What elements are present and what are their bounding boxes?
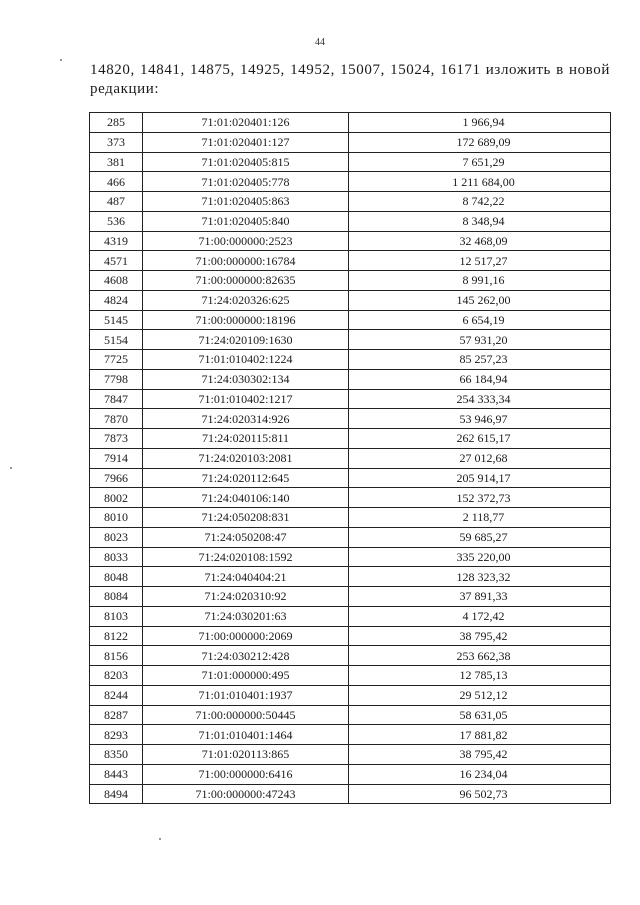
cadastral-number-cell: 71:00:000000:2523 [143, 231, 349, 251]
cadastral-number-cell: 71:00:000000:50445 [143, 705, 349, 725]
cadastral-number-cell: 71:24:030201:63 [143, 606, 349, 626]
cadastral-number-cell: 71:24:030212:428 [143, 646, 349, 666]
row-number-cell: 8103 [90, 606, 143, 626]
row-number-cell: 8010 [90, 508, 143, 528]
table-row [90, 113, 611, 133]
table-row [90, 330, 611, 350]
cadastral-number-cell: 71:24:020310:92 [143, 587, 349, 607]
row-number-cell: 5154 [90, 330, 143, 350]
table-row [90, 290, 611, 310]
table-row [90, 192, 611, 212]
row-number-cell: 285 [90, 113, 143, 133]
cadastral-number-cell: 71:24:040404:21 [143, 567, 349, 587]
row-number-cell: 4608 [90, 271, 143, 291]
row-number-cell: 4571 [90, 251, 143, 271]
value-cell: 8 991,16 [349, 271, 611, 291]
cadastral-number-cell: 71:01:020405:840 [143, 211, 349, 231]
table-row [90, 172, 611, 192]
table-row [90, 587, 611, 607]
cadastral-number-cell: 71:01:010402:1217 [143, 389, 349, 409]
row-number-cell: 8350 [90, 745, 143, 765]
cadastral-number-cell: 71:01:000000:495 [143, 666, 349, 686]
value-cell: 96 502,73 [349, 784, 611, 804]
cadastral-number-cell: 71:24:020112:645 [143, 468, 349, 488]
cadastral-number-cell: 71:01:010401:1937 [143, 685, 349, 705]
value-cell: 128 323,32 [349, 567, 611, 587]
table-row [90, 646, 611, 666]
value-cell: 205 914,17 [349, 468, 611, 488]
row-number-cell: 8122 [90, 626, 143, 646]
row-number-cell: 8084 [90, 587, 143, 607]
table-row [90, 310, 611, 330]
row-number-cell: 8244 [90, 685, 143, 705]
cadastral-number-cell: 71:01:020405:863 [143, 192, 349, 212]
value-cell: 59 685,27 [349, 527, 611, 547]
row-number-cell: 7725 [90, 350, 143, 370]
value-cell: 37 891,33 [349, 587, 611, 607]
value-cell: 38 795,42 [349, 745, 611, 765]
value-cell: 1 966,94 [349, 113, 611, 133]
table-row [90, 784, 611, 804]
row-number-cell: 5145 [90, 310, 143, 330]
cadastral-number-cell: 71:00:000000:16784 [143, 251, 349, 271]
cadastral-number-cell: 71:01:020405:815 [143, 152, 349, 172]
scan-speck [159, 838, 161, 840]
value-cell: 27 012,68 [349, 448, 611, 468]
value-cell: 17 881,82 [349, 725, 611, 745]
value-cell: 16 234,04 [349, 764, 611, 784]
cadastral-number-cell: 71:01:020113:865 [143, 745, 349, 765]
row-number-cell: 8494 [90, 784, 143, 804]
row-number-cell: 7914 [90, 448, 143, 468]
value-cell: 1 211 684,00 [349, 172, 611, 192]
row-number-cell: 8002 [90, 488, 143, 508]
cadastral-number-cell: 71:01:010402:1224 [143, 350, 349, 370]
row-number-cell: 536 [90, 211, 143, 231]
cadastral-number-cell: 71:24:050208:47 [143, 527, 349, 547]
value-cell: 66 184,94 [349, 369, 611, 389]
value-cell: 38 795,42 [349, 626, 611, 646]
table-row [90, 429, 611, 449]
value-cell: 2 118,77 [349, 508, 611, 528]
row-number-cell: 7966 [90, 468, 143, 488]
table-row [90, 705, 611, 725]
value-cell: 53 946,97 [349, 409, 611, 429]
table-row [90, 271, 611, 291]
table-row [90, 606, 611, 626]
table-row [90, 508, 611, 528]
table-row [90, 666, 611, 686]
row-number-cell: 466 [90, 172, 143, 192]
table-row [90, 725, 611, 745]
table-row [90, 152, 611, 172]
cadastral-number-cell: 71:00:000000:47243 [143, 784, 349, 804]
scan-speck [60, 59, 62, 61]
value-cell: 335 220,00 [349, 547, 611, 567]
table-row [90, 231, 611, 251]
table-row [90, 132, 611, 152]
cadastral-number-cell: 71:24:020326:625 [143, 290, 349, 310]
table-row [90, 527, 611, 547]
intro-paragraph: 14820, 14841, 14875, 14925, 14952, 15007, 15024, 16171 изложить в новой редакции: [90, 62, 610, 97]
cadastral-number-cell: 71:01:010401:1464 [143, 725, 349, 745]
value-cell: 12 517,27 [349, 251, 611, 271]
value-cell: 172 689,09 [349, 132, 611, 152]
scan-speck [10, 467, 12, 469]
cadastral-number-cell: 71:00:000000:6416 [143, 764, 349, 784]
row-number-cell: 8293 [90, 725, 143, 745]
row-number-cell: 7798 [90, 369, 143, 389]
value-cell: 8 348,94 [349, 211, 611, 231]
row-number-cell: 373 [90, 132, 143, 152]
row-number-cell: 8033 [90, 547, 143, 567]
row-number-cell: 4319 [90, 231, 143, 251]
value-cell: 4 172,42 [349, 606, 611, 626]
cadastral-number-cell: 71:01:020401:127 [143, 132, 349, 152]
row-number-cell: 4824 [90, 290, 143, 310]
table-row [90, 251, 611, 271]
table-row [90, 685, 611, 705]
cadastral-number-cell: 71:24:020108:1592 [143, 547, 349, 567]
table-row [90, 350, 611, 370]
value-cell: 12 785,13 [349, 666, 611, 686]
cadastral-number-cell: 71:24:050208:831 [143, 508, 349, 528]
cadastral-number-cell: 71:24:020314:926 [143, 409, 349, 429]
cadastral-number-cell: 71:01:020401:126 [143, 113, 349, 133]
table-row [90, 211, 611, 231]
table-row [90, 409, 611, 429]
row-number-cell: 8443 [90, 764, 143, 784]
cadastral-number-cell: 71:00:000000:82635 [143, 271, 349, 291]
table-row [90, 764, 611, 784]
row-number-cell: 7870 [90, 409, 143, 429]
cadastral-value-table [89, 112, 611, 804]
cadastral-number-cell: 71:24:020115:811 [143, 429, 349, 449]
table-row [90, 468, 611, 488]
row-number-cell: 8048 [90, 567, 143, 587]
table-row [90, 488, 611, 508]
value-cell: 57 931,20 [349, 330, 611, 350]
row-number-cell: 7847 [90, 389, 143, 409]
cadastral-number-cell: 71:01:020405:778 [143, 172, 349, 192]
page-number: 44 [315, 37, 325, 48]
value-cell: 152 372,73 [349, 488, 611, 508]
table-row [90, 448, 611, 468]
value-cell: 262 615,17 [349, 429, 611, 449]
table-row [90, 369, 611, 389]
row-number-cell: 487 [90, 192, 143, 212]
cadastral-number-cell: 71:24:040106:140 [143, 488, 349, 508]
value-cell: 58 631,05 [349, 705, 611, 725]
value-cell: 7 651,29 [349, 152, 611, 172]
cadastral-number-cell: 71:00:000000:2069 [143, 626, 349, 646]
row-number-cell: 381 [90, 152, 143, 172]
row-number-cell: 8287 [90, 705, 143, 725]
cadastral-number-cell: 71:24:020103:2081 [143, 448, 349, 468]
row-number-cell: 8023 [90, 527, 143, 547]
table-body [90, 113, 611, 804]
row-number-cell: 7873 [90, 429, 143, 449]
value-cell: 85 257,23 [349, 350, 611, 370]
table-row [90, 567, 611, 587]
value-cell: 29 512,12 [349, 685, 611, 705]
table-row [90, 745, 611, 765]
table-row [90, 626, 611, 646]
cadastral-number-cell: 71:24:030302:134 [143, 369, 349, 389]
value-cell: 253 662,38 [349, 646, 611, 666]
value-cell: 6 654,19 [349, 310, 611, 330]
cadastral-number-cell: 71:00:000000:18196 [143, 310, 349, 330]
table-row [90, 389, 611, 409]
value-cell: 145 262,00 [349, 290, 611, 310]
row-number-cell: 8203 [90, 666, 143, 686]
table-row [90, 547, 611, 567]
row-number-cell: 8156 [90, 646, 143, 666]
value-cell: 8 742,22 [349, 192, 611, 212]
cadastral-number-cell: 71:24:020109:1630 [143, 330, 349, 350]
value-cell: 32 468,09 [349, 231, 611, 251]
value-cell: 254 333,34 [349, 389, 611, 409]
